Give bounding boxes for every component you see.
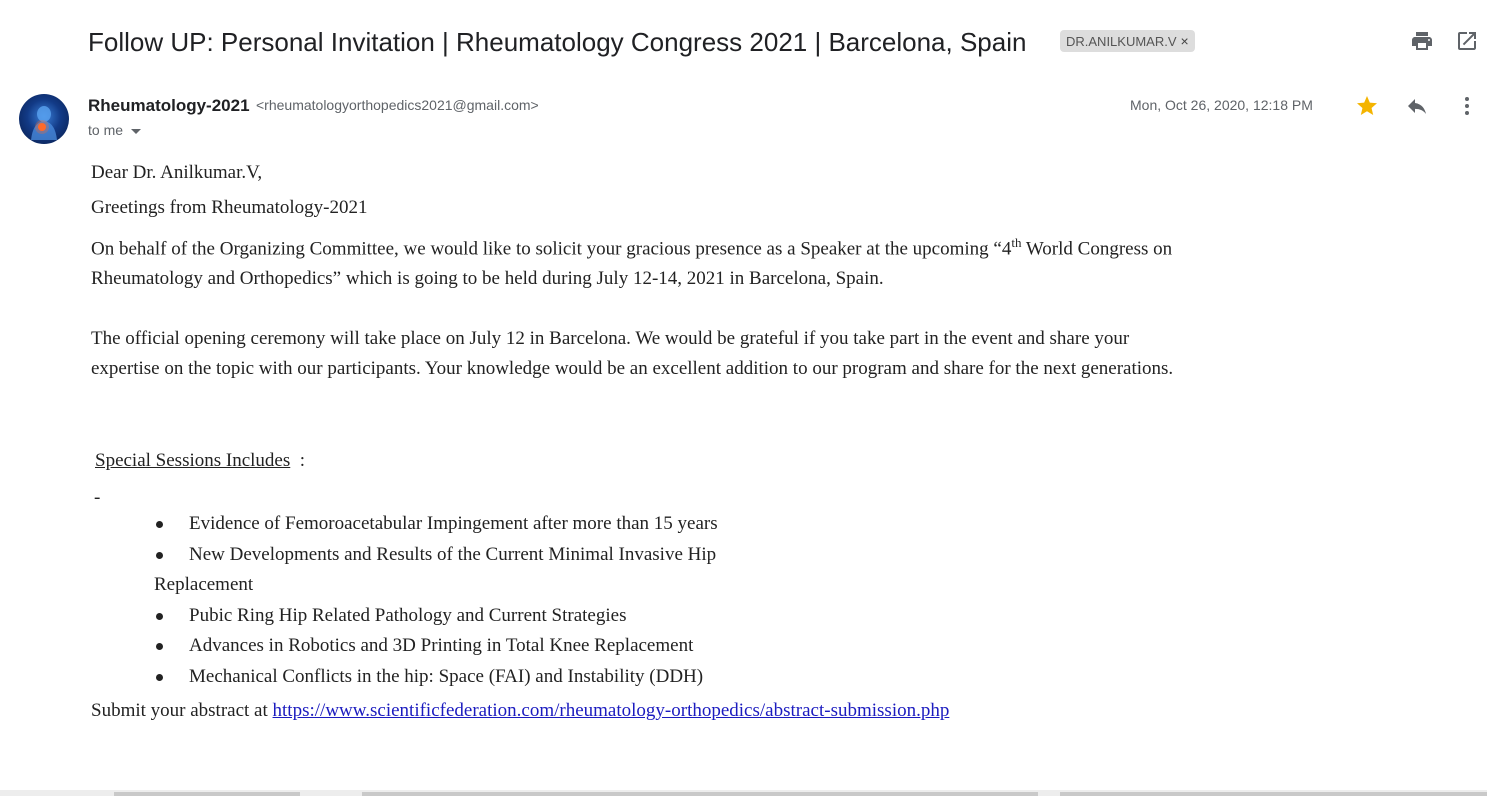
- ordinal-superscript: th: [1011, 235, 1022, 250]
- greetings-from: Greetings from Rheumatology-2021: [91, 197, 368, 218]
- sessions-list: [154, 509, 718, 692]
- print-icon[interactable]: [1410, 29, 1434, 53]
- abstract-submission-link[interactable]: https://www.scientificfederation.com/rheumatology-orthopedics/abstract-submission.php: [272, 700, 950, 721]
- recipient-label: to me: [88, 122, 124, 138]
- scrollbar-segment: [362, 792, 1038, 796]
- sessions-heading: [95, 450, 305, 472]
- sessions-colon: :: [299, 450, 306, 471]
- submit-line: [91, 700, 949, 722]
- scrollbar-segment: [114, 792, 300, 796]
- session-text: Mechanical Conflicts in the hip: Space (FAI) and Instability (DDH): [189, 665, 704, 687]
- label-chip[interactable]: [1060, 30, 1195, 52]
- email-body: [91, 158, 1191, 384]
- session-text: Evidence of Femoroacetabular Impingement after more than 15 years: [189, 513, 718, 534]
- session-continued: Replacement: [154, 574, 254, 595]
- email-date: Mon, Oct 26, 2020, 12:18 PM: [1130, 97, 1313, 113]
- sender-avatar: [19, 94, 69, 144]
- label-chip-text: DR.ANILKUMAR.V: [1066, 34, 1177, 49]
- reply-icon[interactable]: [1405, 94, 1429, 118]
- chevron-down-icon: [131, 129, 141, 134]
- open-in-new-window-icon[interactable]: [1455, 29, 1479, 53]
- more-vertical-icon[interactable]: [1455, 94, 1479, 118]
- bullet-dot: [156, 643, 163, 650]
- invitation-text-b: World Congress on Rheumatology and Orthopedics” which is going to be held during July 12-14, 2021 in Barcelona, Spain.: [91, 238, 1173, 290]
- sessions-heading-text: Special Sessions Includes: [95, 450, 291, 471]
- invitation-text-a: On behalf of the Organizing Committee, we would like to solicit your gracious presence as a Speaker at the upcoming “4: [91, 238, 1012, 260]
- list-item: [154, 509, 718, 540]
- list-item: [154, 601, 718, 632]
- sender-email: <rheumatologyorthopedics2021@gmail.com>: [256, 97, 539, 113]
- email-subject: Follow UP: Personal Invitation | Rheumatology Congress 2021 | Barcelona, Spain: [88, 27, 1027, 57]
- ceremony-paragraph: The official opening ceremony will take place on July 12 in Barcelona. We would be grateful if you take part in the event and share your expertise on the topic with our participants. Your knowledge would be an excellent addition to our program and share for the next generations.: [91, 328, 1174, 380]
- invitation-paragraph: [91, 228, 1191, 294]
- submit-text: Submit your abstract at: [91, 700, 273, 721]
- session-text: New Developments and Results of the Current Minimal Invasive Hip: [189, 543, 717, 565]
- bullet-dot: [156, 521, 163, 528]
- list-item: [154, 631, 718, 662]
- sender-name[interactable]: Rheumatology-2021: [88, 96, 250, 115]
- session-text: Advances in Robotics and 3D Printing in Total Knee Replacement: [189, 635, 694, 656]
- session-text: Pubic Ring Hip Related Pathology and Current Strategies: [189, 604, 627, 626]
- star-icon[interactable]: [1355, 94, 1379, 118]
- dash: -: [94, 487, 101, 508]
- scrollbar-thumb[interactable]: [1060, 792, 1487, 796]
- bullet-dot: [156, 674, 163, 681]
- bullet-dot: [156, 613, 163, 620]
- greeting: Dear Dr. Anilkumar.V,: [91, 162, 263, 183]
- list-item: [154, 540, 718, 571]
- list-item: [154, 662, 718, 693]
- bullet-dot: [156, 552, 163, 559]
- recipient-details-toggle[interactable]: [88, 122, 141, 138]
- remove-label-icon[interactable]: ×: [1180, 33, 1189, 49]
